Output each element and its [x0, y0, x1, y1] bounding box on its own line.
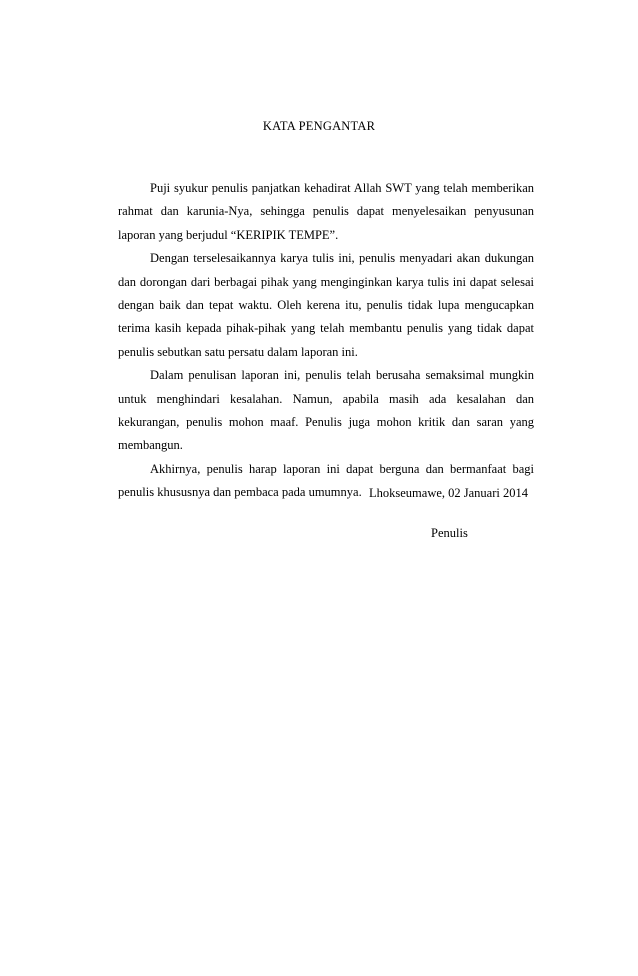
- page-title: KATA PENGANTAR: [262, 119, 376, 133]
- signature: Penulis: [431, 526, 468, 540]
- document-body: [118, 177, 534, 505]
- paragraph-acknowledgement: Dengan terselesaikannya karya tulis ini, penulis menyadari akan dukungan dan dorongan dari berbagai pihak yang menginginkan karya tulis ini dapat selesai dengan baik dan tepat waktu. Oleh kerena itu, penulis tidak lupa mengucapkan terima kasih kepada pihak-pihak yang telah membantu penulis yang tidak dapat penulis sebutkan satu persatu dalam laporan ini.: [118, 251, 534, 359]
- paragraph-gratitude: Puji syukur penulis panjatkan kehadirat Allah SWT yang telah memberikan rahmat dan karunia-Nya, sehingga penulis dapat menyelesaikan penyusunan laporan yang berjudul “KERIPIK TEMPE”.: [118, 181, 534, 242]
- paragraph-closing: Akhirnya, penulis harap laporan ini dapat berguna dan bermanfaat bagi penulis khususnya dan pembaca pada umumnya.: [118, 461, 534, 500]
- paragraph-apology: Dalam penulisan laporan ini, penulis telah berusaha semaksimal mungkin untuk menghindari kesalahan. Namun, apabila masih ada kesalahan dan kekurangan, penulis mohon maaf. Penulis juga mohon kritik dan saran yang membangun.: [118, 368, 534, 453]
- place-date: Lhokseumawe, 02 Januari 2014: [369, 486, 528, 500]
